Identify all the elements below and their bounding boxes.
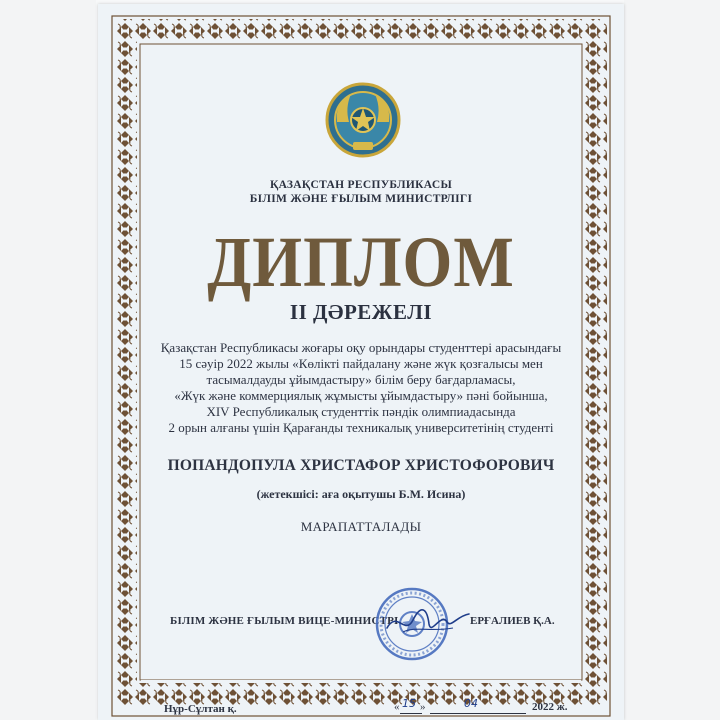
date-quote-close: » [420,701,426,713]
date-day: 15 [402,697,416,710]
signature-icon [383,602,473,642]
background-right [624,0,720,720]
diploma-degree: II ДӘРЕЖЕЛІ [289,300,433,324]
ministry-country: ҚАЗАҚСТАН РЕСПУБЛИКАСЫ [269,179,453,191]
date-quote-open: « [394,701,400,713]
body-line-4: «Жүк және коммерциялық жұмысты ұйымдастыру» пәні бойынша, [174,388,548,403]
ministry-name: БІЛІМ ЖӘНЕ ҒЫЛЫМ МИНИСТРЛІГІ [249,193,473,205]
body-line-5: XIV Республикалық студенттік пәндік олимпиадасында [206,404,516,419]
issue-date [394,697,568,717]
diploma-sheet [98,4,624,720]
date-month: 04 [464,697,478,710]
state-emblem-icon [325,82,401,158]
signatory-title: БІЛІМ ЖӘНЕ ҒЫЛЫМ ВИЦЕ-МИНИСТРІ [170,615,399,627]
diploma-title: ДИПЛОМ [207,222,515,302]
signatory-name: ЕРҒАЛИЕВ Қ.А. [470,615,555,627]
date-year: 2022 ж. [532,701,568,713]
body-line-3: тасымалдауды ұйымдастыру» білім беру бағдарламасы, [206,372,516,387]
recipient-name: ПОПАНДОПУЛА ХРИСТАФОР ХРИСТОФОРОВИЧ [167,457,555,474]
body-line-6: 2 орын алғаны үшін Қарағанды техникалық университетінің студенті [168,420,554,435]
date-day-line [400,713,422,714]
issue-place: Нұр-Сұлтан қ. [164,703,237,715]
background-left [0,0,96,720]
supervisor-note: (жетекшісі: аға оқытушы Б.М. Исина) [256,487,466,501]
awarded-text: МАРАПАТТАЛАДЫ [300,519,422,534]
date-month-line [430,713,526,714]
body-line-2: 15 сәуір 2022 жылы «Көлікті пайдалану және жүк қозғалысы мен [179,356,543,371]
body-line-1: Қазақстан Республикасы жоғары оқу орындары студенттері арасындағы [160,340,562,355]
